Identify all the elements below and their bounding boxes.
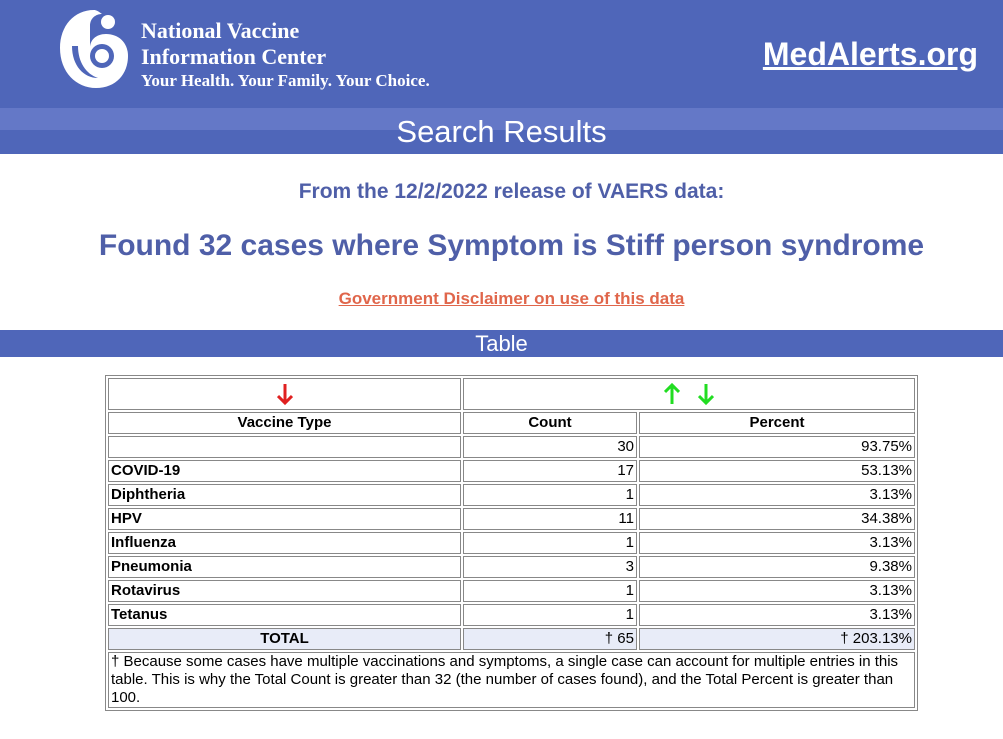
table-row xyxy=(108,532,915,554)
count-cell: 17 xyxy=(463,460,637,482)
org-name-line1: National Vaccine xyxy=(141,18,300,43)
disclaimer xyxy=(0,289,1003,309)
count-cell: 1 xyxy=(463,580,637,602)
footnote-row xyxy=(108,652,915,708)
percent-cell: 3.13% xyxy=(639,580,915,602)
table-header-row xyxy=(108,412,915,434)
total-label: TOTAL xyxy=(108,628,461,650)
vaccine-type-cell: Pneumonia xyxy=(108,556,461,578)
table-section-title: Table xyxy=(0,330,1003,357)
nvic-logo-icon[interactable] xyxy=(56,6,132,92)
vaccine-type-cell: Influenza xyxy=(108,532,461,554)
vaccine-type-cell: HPV xyxy=(108,508,461,530)
sort-up-icon[interactable] xyxy=(664,382,680,406)
vaccine-type-cell: Tetanus xyxy=(108,604,461,626)
percent-cell: 3.13% xyxy=(639,484,915,506)
search-results-title: Search Results xyxy=(396,114,607,149)
total-count: † 65 xyxy=(463,628,637,650)
percent-header: Percent xyxy=(639,412,915,434)
table-row xyxy=(108,604,915,626)
table-row xyxy=(108,484,915,506)
percent-cell: 34.38% xyxy=(639,508,915,530)
vaccine-type-header: Vaccine Type xyxy=(108,412,461,434)
medalerts-home-link[interactable]: MedAlerts.org xyxy=(762,36,978,72)
vaccine-type-cell: COVID-19 xyxy=(108,460,461,482)
site-header xyxy=(0,0,1003,108)
table-row xyxy=(108,508,915,530)
vaccine-type-cell: Rotavirus xyxy=(108,580,461,602)
table-row xyxy=(108,556,915,578)
sort-controls-row xyxy=(108,378,915,410)
count-cell: 1 xyxy=(463,484,637,506)
search-results-banner xyxy=(0,108,1003,154)
vaccine-type-cell xyxy=(108,436,461,458)
results-table xyxy=(105,375,918,711)
table-row xyxy=(108,580,915,602)
percent-cell: 93.75% xyxy=(639,436,915,458)
vaccine-type-cell: Diphtheria xyxy=(108,484,461,506)
org-name-line2: Information Center xyxy=(141,44,327,69)
sort-down-active-icon[interactable] xyxy=(277,382,293,406)
percent-cell: 3.13% xyxy=(639,532,915,554)
count-cell: 1 xyxy=(463,604,637,626)
count-cell: 30 xyxy=(463,436,637,458)
org-name xyxy=(141,18,430,92)
table-row xyxy=(108,460,915,482)
table-row xyxy=(108,436,915,458)
sort-down-icon[interactable] xyxy=(698,382,714,406)
percent-cell: 53.13% xyxy=(639,460,915,482)
total-row xyxy=(108,628,915,650)
count-cell: 11 xyxy=(463,508,637,530)
government-disclaimer-link[interactable]: Government Disclaimer on use of this data xyxy=(338,289,685,308)
total-percent: † 203.13% xyxy=(639,628,915,650)
org-tagline: Your Health. Your Family. Your Choice. xyxy=(141,71,430,90)
count-cell: 3 xyxy=(463,556,637,578)
count-header: Count xyxy=(463,412,637,434)
count-cell: 1 xyxy=(463,532,637,554)
footnote-text: † Because some cases have multiple vaccinations and symptoms, a single case can account for multiple entries in this table. This is why the Total Count is greater than 32 (the number of cases found), and the Total Percent is greater than 100. xyxy=(108,652,915,708)
percent-cell: 9.38% xyxy=(639,556,915,578)
percent-cell: 3.13% xyxy=(639,604,915,626)
found-cases-heading: Found 32 cases where Symptom is Stiff person syndrome xyxy=(98,229,925,262)
release-heading: From the 12/2/2022 release of VAERS data: xyxy=(298,180,725,203)
